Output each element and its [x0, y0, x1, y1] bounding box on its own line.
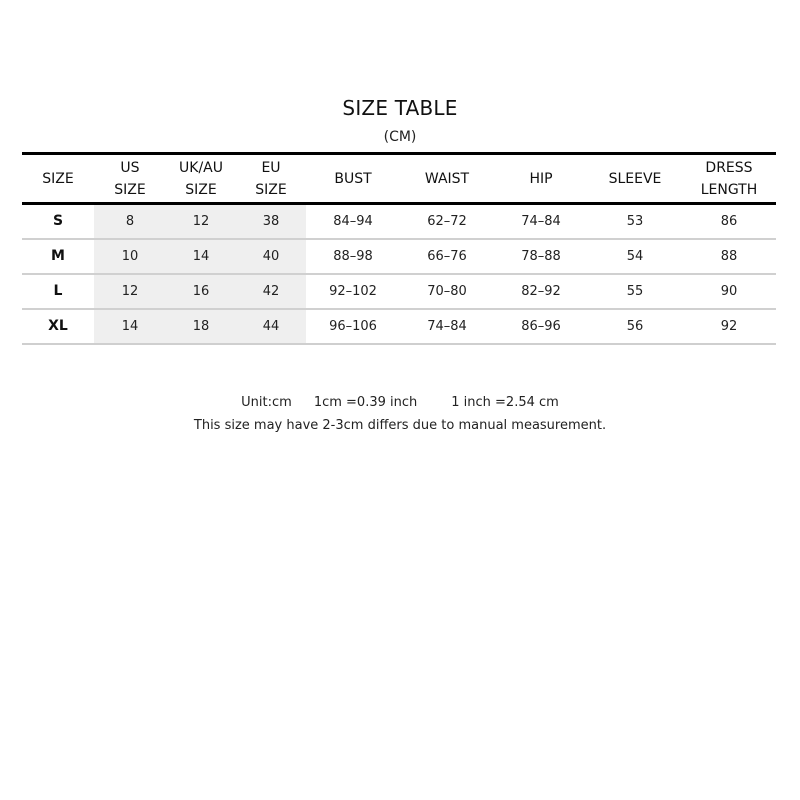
- cell-us-size: 14: [94, 309, 166, 344]
- cell-bust: 88–98: [306, 239, 400, 274]
- cell-sleeve: 53: [588, 204, 682, 239]
- header-bust: BUST: [306, 154, 400, 204]
- cell-us-size: 10: [94, 239, 166, 274]
- cell-uk-au-size: 16: [166, 274, 236, 309]
- cell-eu-size: 42: [236, 274, 306, 309]
- cell-size: XL: [22, 309, 94, 344]
- header-eu-size: EU SIZE: [236, 154, 306, 204]
- cell-size: M: [22, 239, 94, 274]
- cell-sleeve: 56: [588, 309, 682, 344]
- cell-waist: 70–80: [400, 274, 494, 309]
- cell-dress-length: 88: [682, 239, 776, 274]
- measurement-disclaimer: This size may have 2-3cm differs due to manual measurement.: [193, 418, 607, 433]
- cell-hip: 82–92: [494, 274, 588, 309]
- cell-waist: 66–76: [400, 239, 494, 274]
- header-dress-length: DRESS LENGTH: [682, 154, 776, 204]
- cell-uk-au-size: 14: [166, 239, 236, 274]
- cell-us-size: 8: [94, 204, 166, 239]
- size-table: [22, 152, 776, 345]
- cell-hip: 74–84: [494, 204, 588, 239]
- cell-bust: 84–94: [306, 204, 400, 239]
- cell-waist: 74–84: [400, 309, 494, 344]
- header-size: SIZE: [22, 154, 94, 204]
- cell-eu-size: 40: [236, 239, 306, 274]
- cm-to-inch: 1cm =0.39 inch: [313, 395, 418, 410]
- cell-uk-au-size: 18: [166, 309, 236, 344]
- unit-label: Unit:cm: [241, 395, 292, 410]
- table-row: [22, 204, 776, 239]
- cell-eu-size: 44: [236, 309, 306, 344]
- cell-sleeve: 55: [588, 274, 682, 309]
- page-title: SIZE TABLE: [342, 96, 458, 120]
- cell-dress-length: 92: [682, 309, 776, 344]
- table-row: [22, 274, 776, 309]
- cell-sleeve: 54: [588, 239, 682, 274]
- unit-conversion-line: [0, 391, 800, 414]
- header-us-size: US SIZE: [94, 154, 166, 204]
- cell-us-size: 12: [94, 274, 166, 309]
- cell-size: L: [22, 274, 94, 309]
- cell-eu-size: 38: [236, 204, 306, 239]
- cell-bust: 92–102: [306, 274, 400, 309]
- cell-waist: 62–72: [400, 204, 494, 239]
- cell-dress-length: 86: [682, 204, 776, 239]
- table-row: [22, 239, 776, 274]
- header-waist: WAIST: [400, 154, 494, 204]
- header-uk-au-size: UK/AU SIZE: [166, 154, 236, 204]
- inch-to-cm: 1 inch =2.54 cm: [451, 395, 559, 410]
- table-row: [22, 309, 776, 344]
- cell-dress-length: 90: [682, 274, 776, 309]
- cell-bust: 96–106: [306, 309, 400, 344]
- cell-hip: 78–88: [494, 239, 588, 274]
- unit-subtitle: (CM): [383, 129, 417, 145]
- table-header-row: [22, 154, 776, 204]
- cell-hip: 86–96: [494, 309, 588, 344]
- cell-size: S: [22, 204, 94, 239]
- header-hip: HIP: [494, 154, 588, 204]
- header-sleeve: SLEEVE: [588, 154, 682, 204]
- cell-uk-au-size: 12: [166, 204, 236, 239]
- measurement-notes: [0, 391, 800, 437]
